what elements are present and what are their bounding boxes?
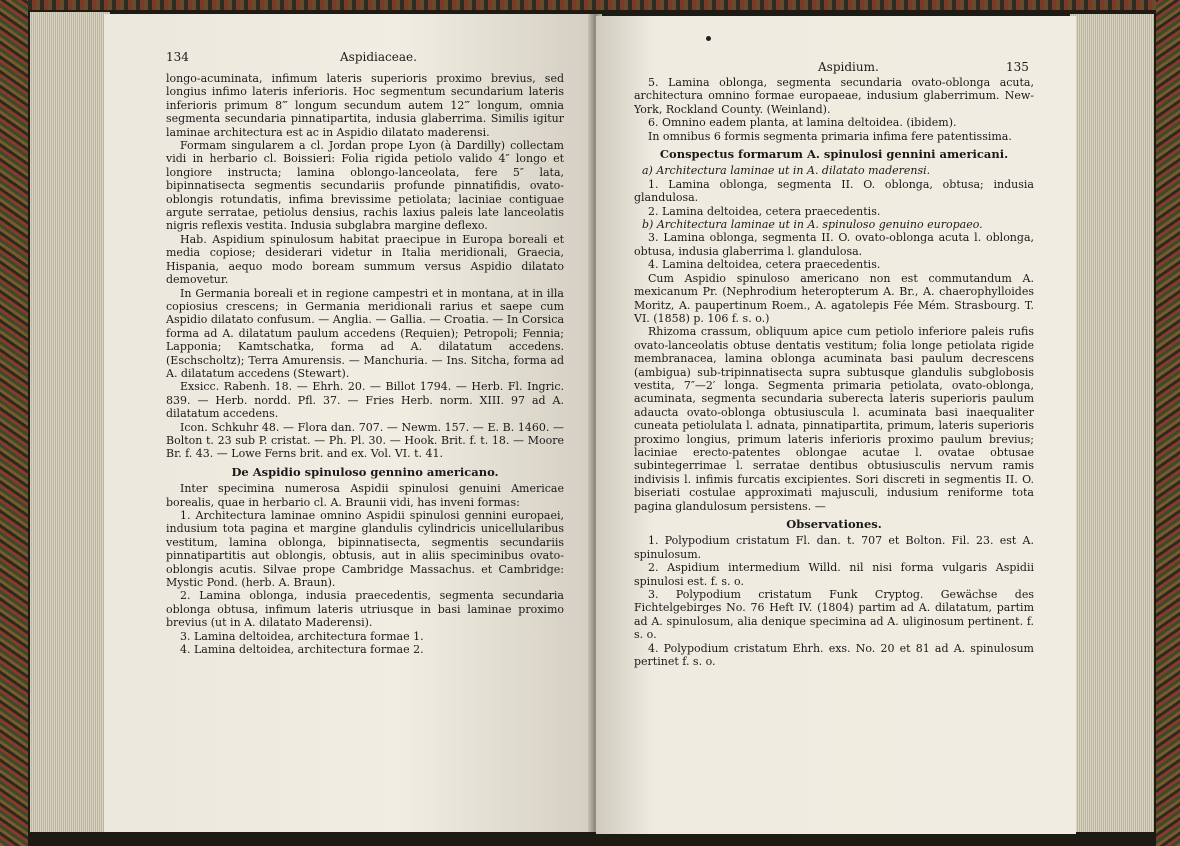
left-paragraph: Inter specimina numerosa Aspidii spinulosi genuini Americae borealis, quae in herbario cl. A. Braunii vidi, has inveni formas: — [166, 482, 564, 509]
left-page — [104, 14, 594, 832]
left-paragraph: Hab. Aspidium spinulosum habitat praecipue in Europa boreali et media copiose; desiderari videtur in Italia meridionali, Graecia, Hispania, aequo modo boream summum versus Aspidio dilatato demovetur. — [166, 232, 564, 287]
observation-item: 3. Polypodium cristatum Funk Cryptog. Gewächse des Fichtelgebirges No. 76 Heft IV. (1804) partim ad A. dilatatum, partim ad A. spinulosum, alia denique specimina ad A. uliginosum pertinent. f. s. o. — [634, 588, 1034, 642]
book-cover-top-edge — [0, 0, 1180, 10]
right-running-head: Aspidium. — [818, 60, 879, 74]
left-paragraph: Exsicc. Rabenh. 18. — Ehrh. 20. — Billot 1794. — Herb. Fl. Ingric. 839. — Herb. nordd. Pfl. 37. — Fries Herb. norm. XIII. 97 ad A. dilatatum accedens. — [166, 380, 564, 421]
page-stack-left — [30, 12, 110, 832]
observation-item: 4. Polypodium cristatum Ehrh. exs. No. 20 et 81 ad A. spinulosum pertinet f. s. o. — [634, 641, 1034, 669]
conspectus-item: 1. Lamina oblonga, segmenta II. O. oblonga, obtusa; indusia glandulosa. — [634, 177, 1034, 205]
left-page-number: 134 — [166, 50, 189, 64]
conspectus-subheading: b) Architectura laminae ut in A. spinuloso genuino europaeo. — [642, 218, 983, 232]
left-page-body — [166, 72, 564, 656]
right-page — [596, 16, 1076, 834]
left-paragraph: 2. Lamina oblonga, indusia praecedentis, segmenta secundaria oblonga obtusa, infimum lateris utriusque in basi laminae proximo brevius (ut in A. dilatato Maderensi). — [166, 589, 564, 630]
right-paragraph: In omnibus 6 formis segmenta primaria infima fere patentissima. — [648, 129, 1012, 143]
printing-mark — [706, 36, 711, 41]
left-paragraph: Formam singularem a cl. Jordan prope Lyon (à Dardilly) collectam vidi in herbario cl. Boissieri: Folia rigida petiolo valido 4″ longo et longiore instructa; lamina oblongo-lanceolata, fere 5″ lata, bipinnatisecta segmentis secundariis profunde pinnatifidis, ovato-oblongis rotundatis, infima brevissime petiolata; laciniae contiguae argute serratae, petiolus densius, rachis laxius paleis late lanceolatis nigris reflexis vestita. Indusia subglabra margine deflexo. — [166, 139, 564, 233]
book-cover-right — [1156, 0, 1180, 846]
right-page-number: 135 — [1006, 60, 1029, 74]
conspectus-item: 4. Lamina deltoidea, cetera praecedentis. — [648, 258, 881, 272]
observation-item: 1. Polypodium cristatum Fl. dan. t. 707 et Bolton. Fil. 23. est A. spinulosum. — [634, 534, 1034, 561]
page-stack-right — [1070, 14, 1154, 832]
conspectus-heading: Conspectus formarum A. spinulosi gennini americani. — [659, 147, 1009, 162]
observationes-heading: Observationes. — [786, 517, 882, 531]
left-running-head: Aspidiaceae. — [340, 50, 417, 64]
right-paragraph: 5. Lamina oblonga, segmenta secundaria ovato-oblonga acuta, architectura omnino formae europaeae, indusium glaberrimum. New-York, Rockland County. (Weinland). — [634, 76, 1034, 116]
observation-item: 2. Aspidium intermedium Willd. nil nisi forma vulgaris Aspidii spinulosi est. f. s. o. — [634, 561, 1034, 588]
left-paragraph: 4. Lamina deltoidea, architectura formae 2. — [180, 643, 424, 657]
conspectus-item: Rhizoma crassum, obliquum apice cum petiolo inferiore paleis rufis ovato-lanceolatis obtuse dentatis vestitum; folia longe petiolata rigide membranacea, lamina oblonga acuminata basi paulum decrescens (ambigua) sub-tripinnatisecta supra subtusque glandulis subglobosis vestita, 7″—2′ longa. Segmenta primaria petiolata, ovato-oblonga, acuminata, segmenta secundaria suberecta lateris superioris paulum adaucta ovato-oblonga obtusiuscula l. acuminata basi inaequaliter cuneata petiolulata l. adnata, pinnatipartita, primum, lateris superioris proximo longius, primum lateris inferioris proximo paulum brevius; laciniae erecto-patentes oblongae acutae l. ovatae obtusae subintegerrimae l. serratae dentibus obtusiusculis nervum ramis indivisis l. infimis furcatis excipientes. Sori discreti in segmentis II. O. biseriati costulae approximati majusculi, indusium reniforme tota pagina glandulosum persistens. — — [634, 325, 1034, 513]
conspectus-item: 3. Lamina oblonga, segmenta II. O. ovato-oblonga acuta l. oblonga, obtusa, indusia glaberrima l. glandulosa. — [634, 231, 1034, 258]
left-paragraph: 1. Architectura laminae omnino Aspidii spinulosi gennini europaei, indusium tota pagina et margine glandulis cylindricis unicellularibus vestitum, lamina oblonga, bipinnatisecta, segmentis secundariis pinnatipartitis aut oblongis, obtusis, aut in aliis speciminibus ovato-oblongis acutis. Silvae prope Cambridge Massachus. et Cambridge: Mystic Pond. (herb. A. Braun). — [166, 509, 564, 590]
conspectus-subheading: a) Architectura laminae ut in A. dilatato maderensi. — [642, 164, 931, 178]
left-paragraph: 3. Lamina deltoidea, architectura formae 1. — [180, 629, 424, 643]
conspectus-item: Cum Aspidio spinuloso americano non est commutandum A. mexicanum Pr. (Nephrodium heteropterum A. Br., A. chaerophylloides Moritz, A. paupertinum Roem., A. agatolepis Fée Mém. Strasbourg. T. VI. (1858) p. 106 f. s. o.) — [634, 271, 1034, 325]
conspectus-item: 2. Lamina deltoidea, cetera praecedentis. — [648, 204, 881, 218]
right-page-body — [634, 76, 1034, 668]
right-paragraph: 6. Omnino eadem planta, at lamina deltoidea. (ibidem). — [648, 116, 957, 130]
left-paragraph: In Germania boreali et in regione campestri et in montana, at in illa copiosius crescens; in Germania meridionali rarius et saepe cum Aspidio dilatato confusum. — Anglia. — Gallia. — Croatia. — In Corsica forma ad A. dilatatum paulum accedens (Requien); Petropoli; Fennia; Lapponia; Kamtschatka, forma ad A. dilatatum accedens. (Eschscholtz); Terra Amurensis. — Manchuria. — Ins. Sitcha, forma ad A. dilatatum accedens (Stewart). — [166, 286, 564, 380]
book-cover-left — [0, 0, 28, 846]
left-paragraph: Icon. Schkuhr 48. — Flora dan. 707. — Newm. 157. — E. B. 1460. — Bolton t. 23 sub P. cristat. — Ph. Pl. 30. — Hook. Brit. f. t. 18. — Moore Br. f. 43. — Lowe Ferns brit. and ex. Vol. VI. t. 41. — [166, 420, 564, 461]
left-section-heading: De Aspidio spinuloso gennino americano. — [231, 464, 499, 479]
left-paragraph: longo-acuminata, infimum lateris superioris proximo brevius, sed longius infimo lateris inferioris. Hoc segmentum secundarium lateris inferioris primum 8‴ longum secundum autem 12‴ longum, omnia segmenta secundaria pinnatipartita, indusia glaberrima. Similis igitur laminae architectura est ac in Aspidio dilatato maderensi. — [166, 72, 564, 139]
